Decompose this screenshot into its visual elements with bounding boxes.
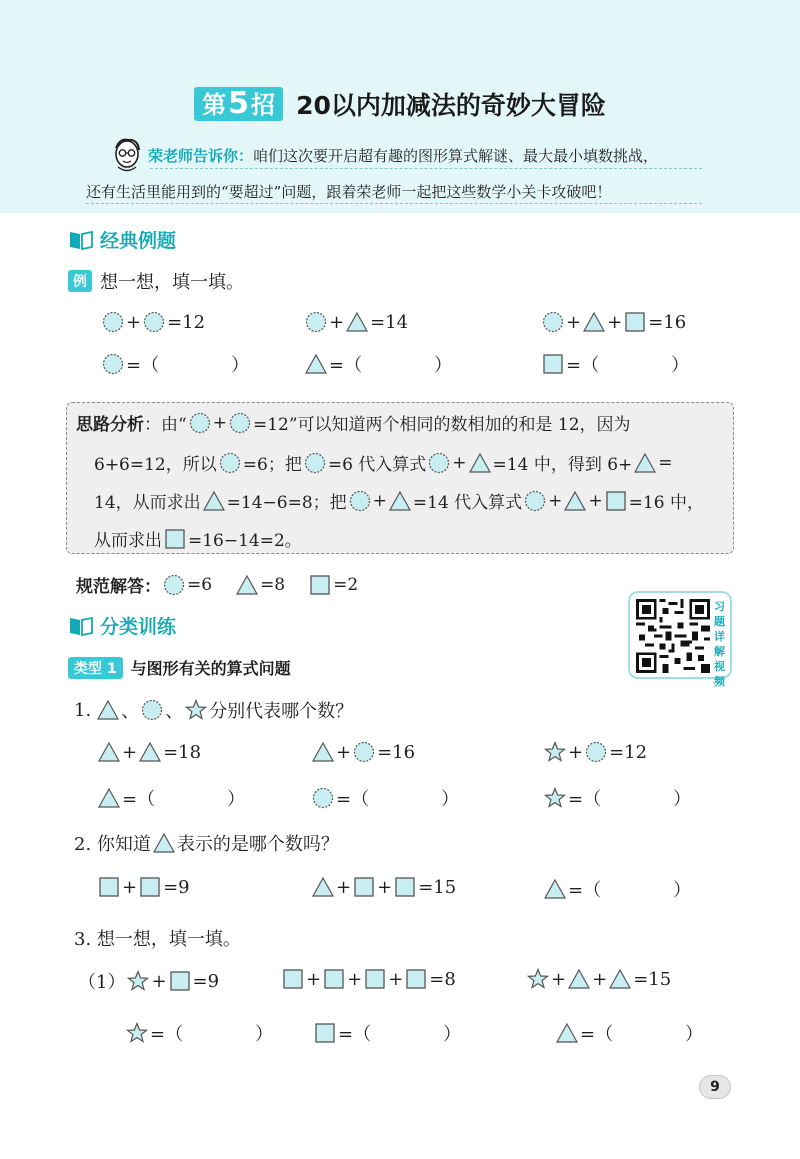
triangle-icon <box>312 876 334 898</box>
dash-divider <box>150 168 702 169</box>
star-icon <box>185 699 207 721</box>
analysis-line-3: 14，从而求出 =14−6=8；把 + =14 代入算式 + + =16 中， <box>94 490 704 513</box>
triangle-icon <box>556 1022 578 1044</box>
q3-answer-2: =（ ） <box>312 1020 461 1046</box>
example-answer-3: =（ ） <box>540 351 689 377</box>
triangle-icon <box>389 490 411 512</box>
section-classic-examples: 经典例题 <box>68 226 176 253</box>
circle-icon <box>353 741 375 763</box>
square-icon <box>309 574 331 596</box>
square-icon <box>164 528 186 550</box>
intro-line-1: 咱们这次要开启超有趣的图形算式解谜、最大最小填数挑战， <box>253 147 659 165</box>
circle-icon <box>305 311 327 333</box>
star-icon <box>544 741 566 763</box>
triangle-icon <box>312 741 334 763</box>
type-tag: 类型 1 <box>68 657 123 679</box>
circle-icon <box>143 311 165 333</box>
triangle-icon <box>236 574 258 596</box>
question-1-prompt: 1. 、 、 分别代表哪个数？ <box>74 699 354 722</box>
q1-answer-1: =（ ） <box>96 785 245 811</box>
triangle-icon <box>153 832 175 854</box>
book-icon <box>68 615 96 637</box>
triangle-icon <box>544 878 566 900</box>
chapter-title-text: 20以内加减法的奇妙大冒险 <box>296 91 606 120</box>
circle-icon <box>229 412 251 434</box>
q2-equation-1: + =9 <box>96 876 190 898</box>
chapter-title <box>0 86 800 126</box>
q1-answer-2: =（ ） <box>310 785 459 811</box>
circle-icon <box>312 787 334 809</box>
answer-label: 规范解答： <box>76 577 161 597</box>
circle-icon <box>102 353 124 375</box>
qr-code-card[interactable] <box>628 591 732 688</box>
star-icon <box>527 968 549 990</box>
triangle-icon <box>139 741 161 763</box>
circle-icon <box>542 311 564 333</box>
q1-equation-2: + =16 <box>310 741 415 763</box>
chapter-badge: 第5招 <box>194 87 283 121</box>
triangle-icon <box>203 490 225 512</box>
circle-icon <box>524 490 546 512</box>
teacher-intro <box>148 146 658 166</box>
q1-equation-3: + =12 <box>542 741 647 763</box>
example-equation-3: + + =16 <box>540 311 686 333</box>
analysis-label: 思路分析 <box>76 415 144 435</box>
star-icon <box>126 1022 148 1044</box>
circle-icon <box>219 452 241 474</box>
square-icon <box>405 968 427 990</box>
square-icon <box>139 876 161 898</box>
standard-answer: 规范解答： =6 =8 =2 <box>76 572 358 597</box>
square-icon <box>314 1022 336 1044</box>
circle-icon <box>585 741 607 763</box>
circle-icon <box>428 452 450 474</box>
triangle-icon <box>609 968 631 990</box>
question-3-prompt: 3. 想一想，填一填。 <box>74 929 241 950</box>
square-icon <box>169 970 191 992</box>
question-2-prompt: 2. 你知道 表示的是哪个数吗？ <box>74 834 339 855</box>
q3-equation-1: （1） + =9 <box>78 970 220 993</box>
example-tag: 例 <box>68 270 92 292</box>
page-number: 9 <box>699 1075 731 1099</box>
analysis-line-4: 从而求出 =16−14=2。 <box>94 526 302 551</box>
example-prompt: 例 想一想，填一填。 <box>68 268 244 294</box>
triangle-icon <box>98 741 120 763</box>
triangle-icon <box>97 699 119 721</box>
circle-icon <box>163 574 185 596</box>
square-icon <box>282 968 304 990</box>
intro-line-2: 还有生活里能用到的“要超过”问题，跟着荣老师一起把这些数学小关卡攻破吧！ <box>86 183 612 201</box>
triangle-icon <box>305 353 327 375</box>
q1-answer-3: =（ ） <box>542 785 691 811</box>
q2-equation-2: + + =15 <box>310 876 456 898</box>
square-icon <box>323 968 345 990</box>
analysis-line-1: 思路分析 ：由“ + =12”可以知道两个相同的数相加的和是 12，因为 <box>76 410 631 435</box>
square-icon <box>605 490 627 512</box>
q3-answer-3: =（ ） <box>554 1020 703 1046</box>
example-answer-1: =（ ） <box>100 351 249 377</box>
triangle-icon <box>98 787 120 809</box>
example-answer-2: =（ ） <box>303 351 452 377</box>
example-equation-2: + =14 <box>303 311 408 333</box>
dash-divider <box>86 203 702 204</box>
analysis-line-2: 6+6=12，所以 =6；把 =6 代入算式 + =14 中，得到 6+ = <box>94 452 673 475</box>
section-category-training: 分类训练 <box>68 612 176 639</box>
triangle-icon <box>634 452 656 474</box>
square-icon <box>98 876 120 898</box>
teacher-avatar-icon <box>106 134 148 176</box>
circle-icon <box>189 412 211 434</box>
qr-caption: 习题详解视频 <box>714 600 725 688</box>
square-icon <box>394 876 416 898</box>
q2-answer: =（ ） <box>542 876 691 902</box>
qr-code-icon[interactable] <box>636 599 710 673</box>
circle-icon <box>141 699 163 721</box>
square-icon <box>542 353 564 375</box>
square-icon <box>364 968 386 990</box>
square-icon <box>624 311 646 333</box>
star-icon <box>127 970 149 992</box>
triangle-icon <box>564 490 586 512</box>
star-icon <box>544 787 566 809</box>
triangle-icon <box>583 311 605 333</box>
type-1-header: 类型 1 与图形有关的算式问题 <box>68 656 291 679</box>
square-icon <box>353 876 375 898</box>
q1-equation-1: + =18 <box>96 741 201 763</box>
triangle-icon <box>469 452 491 474</box>
example-equation-1: + =12 <box>100 311 205 333</box>
book-icon <box>68 229 96 251</box>
circle-icon <box>102 311 124 333</box>
q3-equation-2: + + + =8 <box>280 968 456 990</box>
circle-icon <box>349 490 371 512</box>
triangle-icon <box>568 968 590 990</box>
q3-equation-3: + + =15 <box>525 968 671 990</box>
teacher-label: 荣老师告诉你： <box>148 147 254 165</box>
q3-answer-1: =（ ） <box>124 1020 273 1046</box>
triangle-icon <box>346 311 368 333</box>
circle-icon <box>304 452 326 474</box>
